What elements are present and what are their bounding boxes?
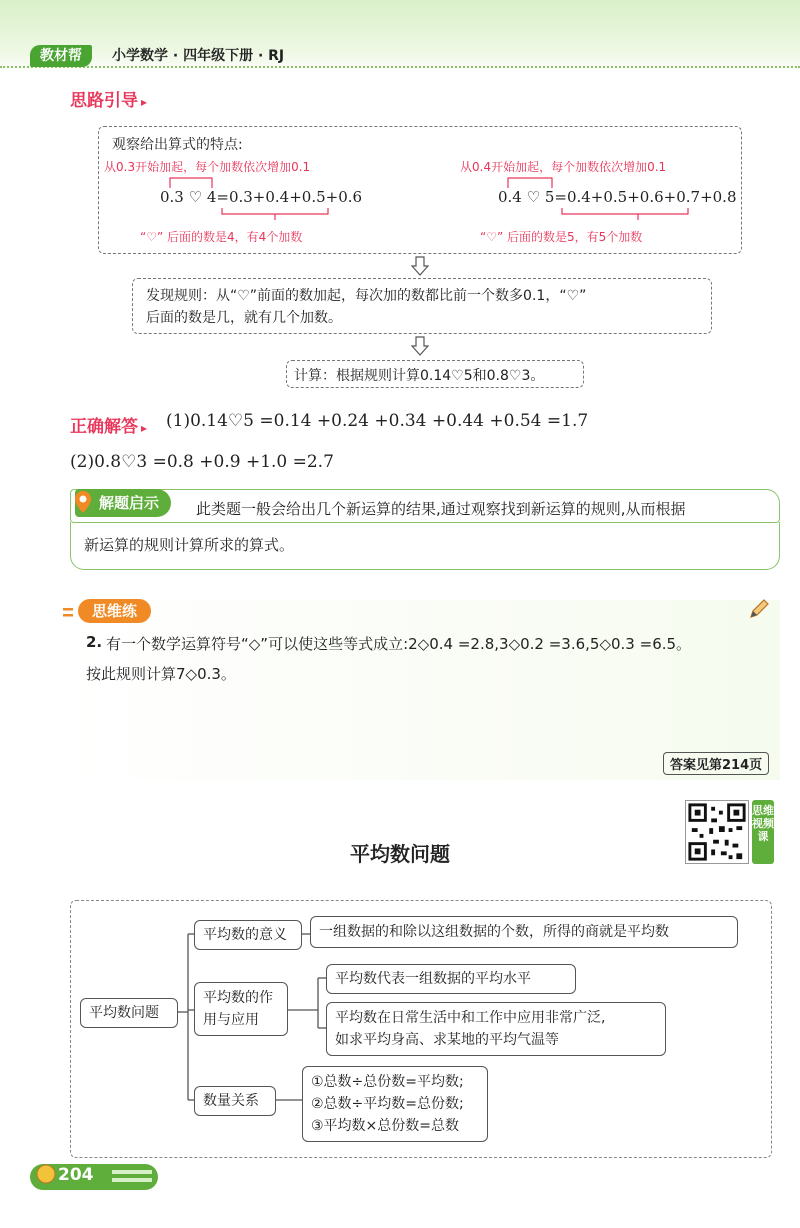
hint-line-1: 此类题一般会给出几个新运算的结果,通过观察找到新运算的规则,从而根据	[196, 500, 686, 518]
solution-line-2: (2)0.8♡3 =0.8 +0.9 +1.0 =2.7	[70, 452, 334, 472]
solution-line-1: (1)0.14♡5 =0.14 +0.24 +0.34 +0.44 +0.54 =1.7	[166, 411, 589, 431]
rule-line-2: 后面的数是几，就有几个加数。	[146, 310, 342, 326]
node-role-text-2	[326, 1002, 666, 1056]
node-role-line-1: 平均数的作	[203, 990, 273, 1006]
right-note-bottom: “♡” 后面的数是5，有5个加数	[480, 230, 643, 244]
left-note-bottom: “♡” 后面的数是4，有4个加数	[140, 230, 303, 244]
relation-1: ①总数÷总份数=平均数;	[311, 1074, 464, 1090]
brand-badge: 教材帮	[30, 45, 92, 67]
relation-3: ③平均数×总份数=总数	[311, 1118, 460, 1134]
thinking-guide-title	[70, 86, 147, 111]
video-course-label: 思维视频课	[752, 800, 774, 864]
answer-reference: 答案见第214页	[663, 752, 769, 775]
down-arrow-icon	[411, 336, 429, 356]
rule-line-1: 发现规则：从“♡”前面的数加起，每次加的数都比前一个数多0.1，“♡”	[146, 288, 587, 304]
page-number: 204	[58, 1165, 94, 1185]
triangle-icon: ▸	[141, 421, 148, 435]
pencil-icon	[748, 598, 770, 620]
practice-line-2: 按此规则计算7◇0.3。	[86, 665, 236, 683]
node-meaning-text: 一组数据的和除以这组数据的个数，所得的商就是平均数	[310, 916, 738, 948]
node-relation: 数量关系	[194, 1086, 276, 1116]
right-note-top: 从0.4开始加起，每个加数依次增加0.1	[460, 160, 667, 174]
node-role-text-2a: 平均数在日常生活中和工作中应用非常广泛,	[335, 1010, 606, 1026]
node-meaning: 平均数的意义	[194, 920, 302, 950]
node-relation-text	[302, 1066, 488, 1142]
down-arrow-icon	[411, 256, 429, 276]
calc-text: 计算：根据规则计算0.14♡5和0.8♡3。	[294, 368, 545, 384]
solution-title	[70, 412, 147, 437]
practice-line-1: 有一个数学运算符号“◇”可以使这些等式成立:2◇0.4 =2.8,3◇0.2 =3.6,5◇0.3 =6.5。	[106, 635, 692, 653]
thinking-guide-title-text: 思路引导	[70, 91, 138, 111]
page-badge	[30, 1160, 160, 1192]
left-equation: 0.3 ♡ 4=0.3+0.4+0.5+0.6	[160, 188, 363, 206]
practice-question-number: 2.	[86, 633, 103, 651]
location-pin-icon	[74, 490, 92, 514]
node-role	[194, 982, 288, 1036]
hint-tag: 解题启示	[75, 489, 171, 517]
book-title: 小学数学 · 四年级下册 · RJ	[112, 48, 285, 64]
mind-map-root: 平均数问题	[80, 998, 178, 1028]
solution-title-text: 正确解答	[70, 417, 138, 437]
right-equation: 0.4 ♡ 5=0.4+0.5+0.6+0.7+0.8	[498, 188, 737, 206]
left-note-top: 从0.3开始加起，每个加数依次增加0.1	[104, 160, 311, 174]
node-role-line-2: 用与应用	[203, 1012, 259, 1028]
hint-line-2: 新运算的规则计算所求的算式。	[84, 536, 295, 554]
node-role-text-1: 平均数代表一组数据的平均水平	[326, 964, 576, 994]
observe-label: 观察给出算式的特点:	[112, 137, 243, 153]
relation-2: ②总数÷平均数=总份数;	[311, 1096, 464, 1112]
topic-title: 平均数问题	[350, 842, 450, 866]
practice-tag: 思维练	[78, 599, 151, 623]
node-role-text-2b: 如求平均身高、求某地的平均气温等	[335, 1032, 559, 1048]
triangle-icon: ▸	[141, 95, 148, 109]
equals-mark-icon	[62, 604, 76, 620]
